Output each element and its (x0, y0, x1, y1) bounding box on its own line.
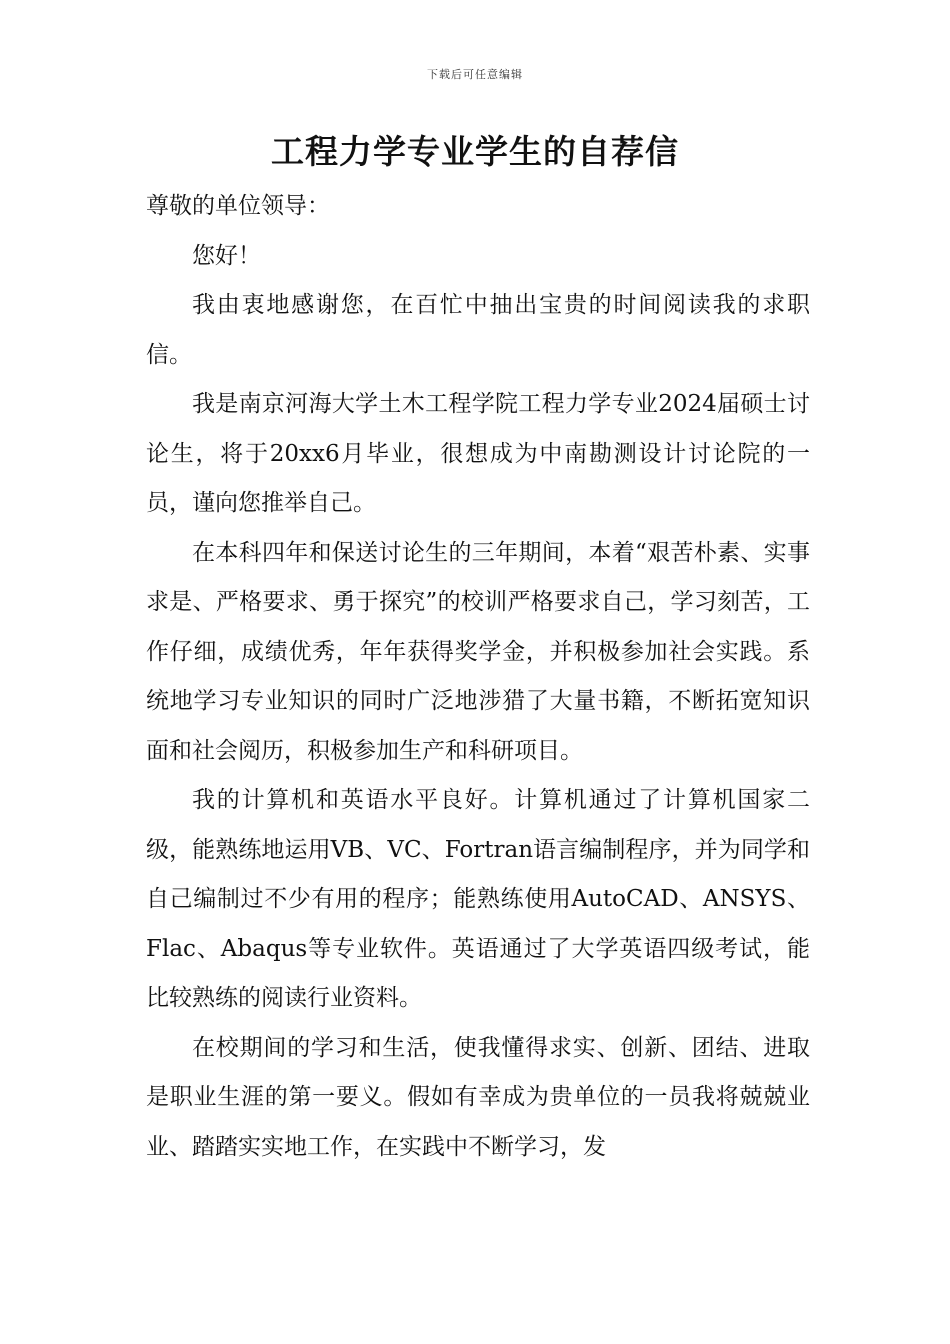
paragraph-thanks: 我由衷地感谢您，在百忙中抽出宝贵的时间阅读我的求职信。 (146, 292, 810, 368)
paragraph-greeting: 您好！ (192, 242, 261, 269)
header-note: 下载后可任意编辑 (427, 68, 523, 81)
paragraph-introduction: 我是南京河海大学土木工程学院工程力学专业2024届硕士讨论生，将于20xx6月毕业，很想成为中南勘测设计讨论院的一员，谨向您推举自己。 (146, 391, 810, 516)
paragraph-aspirations: 在校期间的学习和生活，使我懂得求实、创新、团结、进取是职业生涯的第一要义。假如有幸成为贵单位的一员我将兢兢业业、踏踏实实地工作，在实践中不断学习，发 (146, 1034, 810, 1160)
salutation: 尊敬的单位领导： (146, 193, 330, 219)
letter-body (146, 182, 810, 1172)
paragraph-study-experience: 在本科四年和保送讨论生的三年期间，本着“艰苦朴素、实事求是、严格要求、勇于探究”的校训严格要求自己，学习刻苦，工作仔细，成绩优秀，年年获得奖学金，并积极参加社会实践。系统地学习专业知识的同时广泛地涉猎了大量书籍，不断拓宽知识面和社会阅历，积极参加生产和科研项目。 (146, 539, 810, 764)
paragraph-skills: 我的计算机和英语水平良好。计算机通过了计算机国家二级，能熟练地运用VB、VC、Fortran语言编制程序，并为同学和自己编制过不少有用的程序；能熟练使用AutoCAD、ANSYS、Flac、Abaqus等专业软件。英语通过了大学英语四级考试，能比较熟练的阅读行业资料。 (146, 787, 810, 1011)
document-title: 工程力学专业学生的自荐信 (271, 132, 679, 171)
